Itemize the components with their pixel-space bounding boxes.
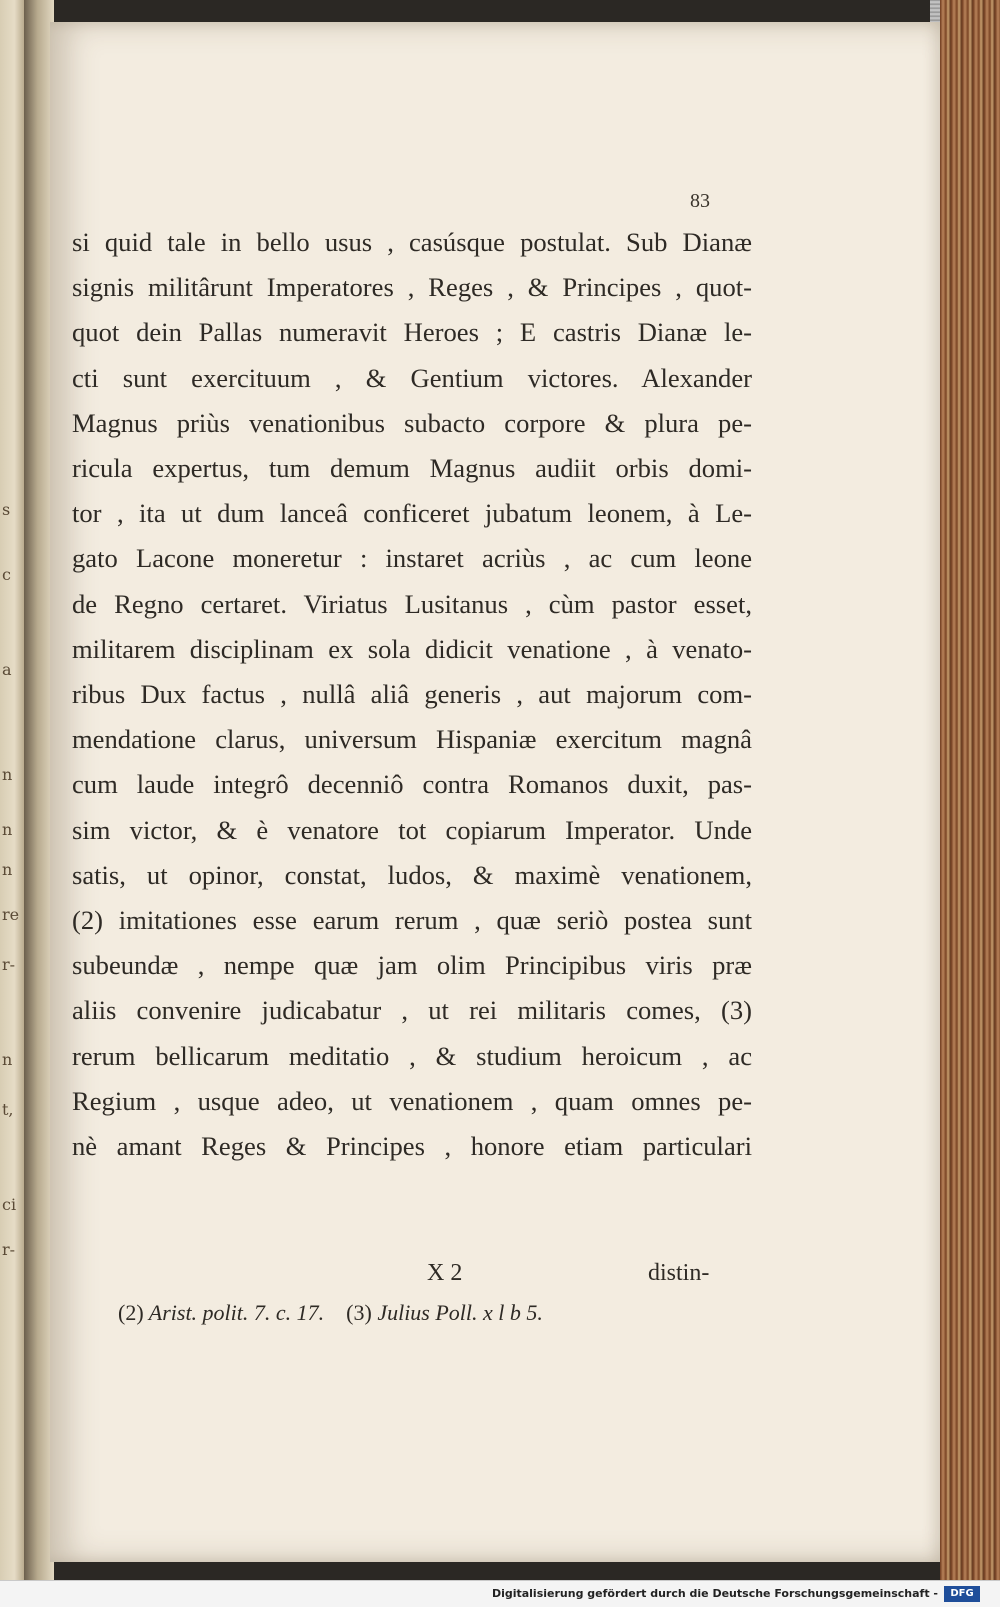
margin-letter: a [2,660,12,679]
dfg-logo: DFG [944,1586,980,1602]
margin-letter: n [2,820,13,839]
body-text [72,220,752,1169]
text-line: rerum bellicarum meditatio , & studium heroicum , ac [72,1040,752,1071]
footnote-mark: (3) [346,1300,372,1325]
text-line: ricula expertus, tum demum Magnus audiit orbis domi- [72,453,752,484]
margin-letter: c [2,565,11,584]
text-line: Regium , usque adeo, ut venationem , quam omnes pe- [72,1085,752,1116]
text-line: de Regno certaret. Viriatus Lusitanus , cùm pastor esset, [72,588,752,619]
margin-letter: n [2,1050,13,1069]
margin-letter: re [2,905,20,924]
text-line: mendatione clarus, universum Hispaniæ exercitum magnâ [72,724,752,755]
text-line: Magnus priùs venationibus subacto corpore & plura pe- [72,407,752,438]
text-line: (2) imitationes esse earum rerum , quæ seriò postea sunt [72,905,752,936]
book-fore-edge [940,0,1000,1580]
margin-letter: t, [2,1100,14,1119]
signature-mark: X 2 [427,1260,463,1286]
margin-letter: r- [2,1240,16,1259]
margin-letter: r- [2,955,16,974]
text-line: cum laude integrô decenniô contra Romanos duxit, pas- [72,769,752,800]
catchword: distin- [648,1260,710,1286]
text-line: militarem disciplinam ex sola didicit venatione , à venato- [72,633,752,664]
credit-text: Digitalisierung gefördert durch die Deutsche Forschungsgemeinschaft - [491,1587,938,1600]
footnote-reference: Arist. polit. 7. c. 17. [148,1300,325,1325]
margin-letter: n [2,860,13,879]
text-line: si quid tale in bello usus , casúsque postulat. Sub Dianæ [72,227,752,257]
text-line: signis militârunt Imperatores , Reges , & Principes , quot- [72,272,752,303]
facing-page-margin-letters [0,0,24,1580]
text-line: cti sunt exercituum , & Gentium victores. Alexander [72,362,752,393]
text-line: satis, ut opinor, constat, ludos, & maximè venationem, [72,859,752,890]
text-line: ribus Dux factus , nullâ aliâ generis , aut majorum com- [72,679,752,710]
page-number: 83 [690,190,710,212]
margin-letter: ci [2,1195,17,1214]
digitization-credit-bar [0,1580,1000,1607]
text-line: subeundæ , nempe quæ jam olim Principibus viris præ [72,950,752,981]
text-line: gato Lacone moneretur : instaret acriùs , ac cum leone [72,543,752,574]
margin-letter: s [2,500,11,519]
footnote-mark: (2) [118,1300,144,1325]
text-line: aliis convenire judicabatur , ut rei militaris comes, (3) [72,995,752,1026]
text-line: quot dein Pallas numeravit Heroes ; E castris Dianæ le- [72,317,752,348]
text-line: nè amant Reges & Principes , honore etiam particulari [72,1131,752,1162]
text-line: sim victor, & è venatore tot copiarum Imperator. Unde [72,814,752,845]
margin-letter: n [2,765,13,784]
text-line: tor , ita ut dum lanceâ conficeret jubatum leonem, à Le- [72,498,752,529]
footnote-reference: Julius Poll. x l b 5. [377,1300,543,1325]
footnotes [118,1300,543,1326]
